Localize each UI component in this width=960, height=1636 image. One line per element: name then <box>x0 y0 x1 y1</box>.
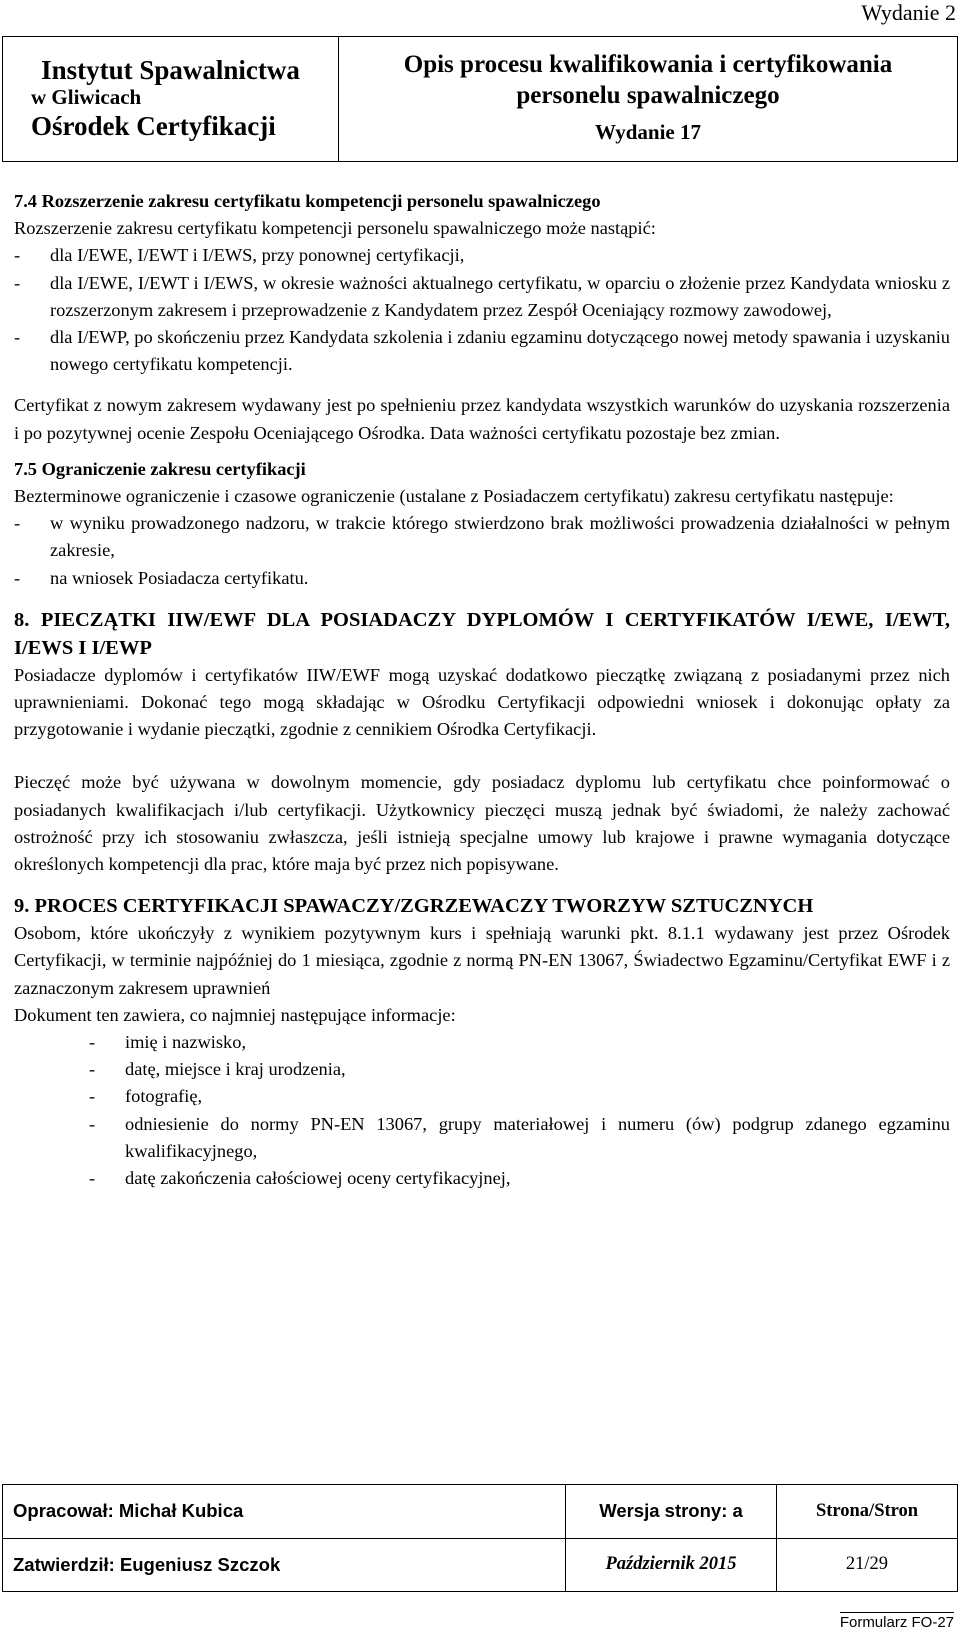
form-code-label: Formularz FO-27 <box>839 1614 954 1631</box>
list-item: - datę zakończenia całościowej oceny certyfikacyjnej, <box>89 1168 511 1189</box>
section-8-paragraph-1: Posiadacze dyplomów i certyfikatów IIW/EWF mogą uzyskać dodatkowo pieczątkę związaną z posiadanymi przez nich uprawnieniami. Dokonać tego mogą składając w Ośrodku Certyfikacji odpowiedni wniosek i dokonując opłaty za przygotowanie i wydanie pieczątki, zgodnie z cennikiem Ośrodka Certyfikacji. <box>14 664 950 740</box>
top-edition-label: Wydanie 2 <box>861 0 956 25</box>
section-7-5-heading: 7.5 Ograniczenie zakresu certyfikacji <box>14 458 306 479</box>
section-7-4-heading: 7.4 Rozszerzenie zakresu certyfikatu kompetencji personelu spawalniczego <box>14 191 601 211</box>
list-item: - datę, miejsce i kraj urodzenia, <box>89 1059 346 1080</box>
section-7-5-intro: Bezterminowe ograniczenie i czasowe ograniczenie (ustalane z Posiadaczem certyfikatu) zakresu certyfikatu następuje: <box>14 486 894 507</box>
header-institute-cell <box>3 37 339 162</box>
footer-page-label: Strona/Stron <box>777 1485 958 1539</box>
header-title-cell <box>339 37 958 162</box>
list-item: - dla I/EWE, I/EWT i I/EWS, przy ponownej certyfikacji, <box>14 245 465 266</box>
list-item: - w wyniku prowadzonego nadzoru, w trakcie którego stwierdzono brak możliwości prowadzenia działalności w pełnym zakresie, <box>14 513 950 561</box>
list-item: - odniesienie do normy PN-EN 13067, grupy materiałowej i numeru (ów) podgrup zdanego egzaminu kwalifikacyjnego, <box>89 1113 950 1161</box>
footer-approved-by: Zatwierdził: Eugeniusz Szczok <box>3 1538 566 1592</box>
section-9-heading: 9. PROCES CERTYFIKACJI SPAWACZY/ZGRZEWACZY TWORZYW SZTUCZNYCH <box>14 895 814 918</box>
section-8-paragraph-2: Pieczęć może być używana w dowolnym momencie, gdy posiadacz dyplomu lub certyfikatu chce poinformować o posiadanych kwalifikacjach i/lub certyfikacji. Użytkownicy pieczęci muszą jednak być świadomi, że należy zachować ostrożność przy ich stosowaniu zwłaszcza, jeśli istnieją specjalne umowy lub krajowe i prawne wymagania dotyczące określonych kompetencji dla prac, które maja być przez nich popisywane. <box>14 772 950 875</box>
document-title-line2: personelu spawalniczego <box>516 82 780 109</box>
document-footer <box>2 1484 958 1592</box>
document-header <box>2 36 958 162</box>
list-item: - dla I/EWP, po skończeniu przez Kandydata szkolenia i zdaniu egzaminu dotyczącego nowej metody spawania i uzyskaniu nowego certyfikatu kompetencji. <box>14 327 950 375</box>
footer-prepared-by: Opracował: Michał Kubica <box>3 1485 566 1539</box>
section-7-4-paragraph: Certyfikat z nowym zakresem wydawany jest po spełnieniu przez kandydata wszystkich warunków do uzyskania rozszerzenia i po pozytywnej ocenie Zespołu Oceniającego Ośrodka. Data ważności certyfikatu pozostaje bez zmian. <box>14 395 950 443</box>
section-9-paragraph: Osobom, które ukończyły z wynikiem pozytywnym kurs i spełniają warunki pkt. 8.1.1 wydawany jest przez Ośrodek Certyfikacji, w terminie najpóźniej do 1 miesiąca, zgodnie z normą PN-EN 13067, Świadectwo Egzaminu/Certyfikat EWF i z zaznaczonym zakresem uprawnień <box>14 923 950 998</box>
document-title-line1: Opis procesu kwalifikowania i certyfikowania <box>403 51 893 78</box>
section-7-4-intro: Rozszerzenie zakresu certyfikatu kompetencji personelu spawalniczego może nastąpić: <box>14 218 656 239</box>
document-body <box>14 188 950 1192</box>
list-item: - na wniosek Posiadacza certyfikatu. <box>14 567 309 588</box>
list-item: - imię i nazwisko, <box>89 1032 247 1053</box>
footer-date: Październik 2015 <box>566 1538 777 1592</box>
document-edition: Wydanie 17 <box>595 120 701 144</box>
list-item: - dla I/EWE, I/EWT i I/EWS, w okresie ważności aktualnego certyfikatu, w oparciu o złożenie przez Kandydata wniosku z rozszerzonym zakresem i przeprowadzenie z Kandydatem przez Zespół Oceniający rozmowy zawodowej, <box>14 272 950 320</box>
footer-version-label: Wersja strony: a <box>566 1485 777 1539</box>
footer-page-number: 21/29 <box>777 1538 958 1592</box>
list-item: - fotografię, <box>89 1086 203 1107</box>
section-9-list-intro: Dokument ten zawiera, co najmniej następujące informacje: <box>14 1004 456 1025</box>
certification-center-name: Ośrodek Certyfikacji <box>31 111 276 141</box>
institute-name: Instytut Spawalnictwa <box>41 55 300 85</box>
section-8-heading: 8. PIECZĄTKI IIW/EWF DLA POSIADACZY DYPLOMÓW I CERTYFIKATÓW I/EWE, I/EWT, I/EWS I I/EWP <box>14 608 950 659</box>
institute-city: w Gliwicach <box>31 85 142 109</box>
